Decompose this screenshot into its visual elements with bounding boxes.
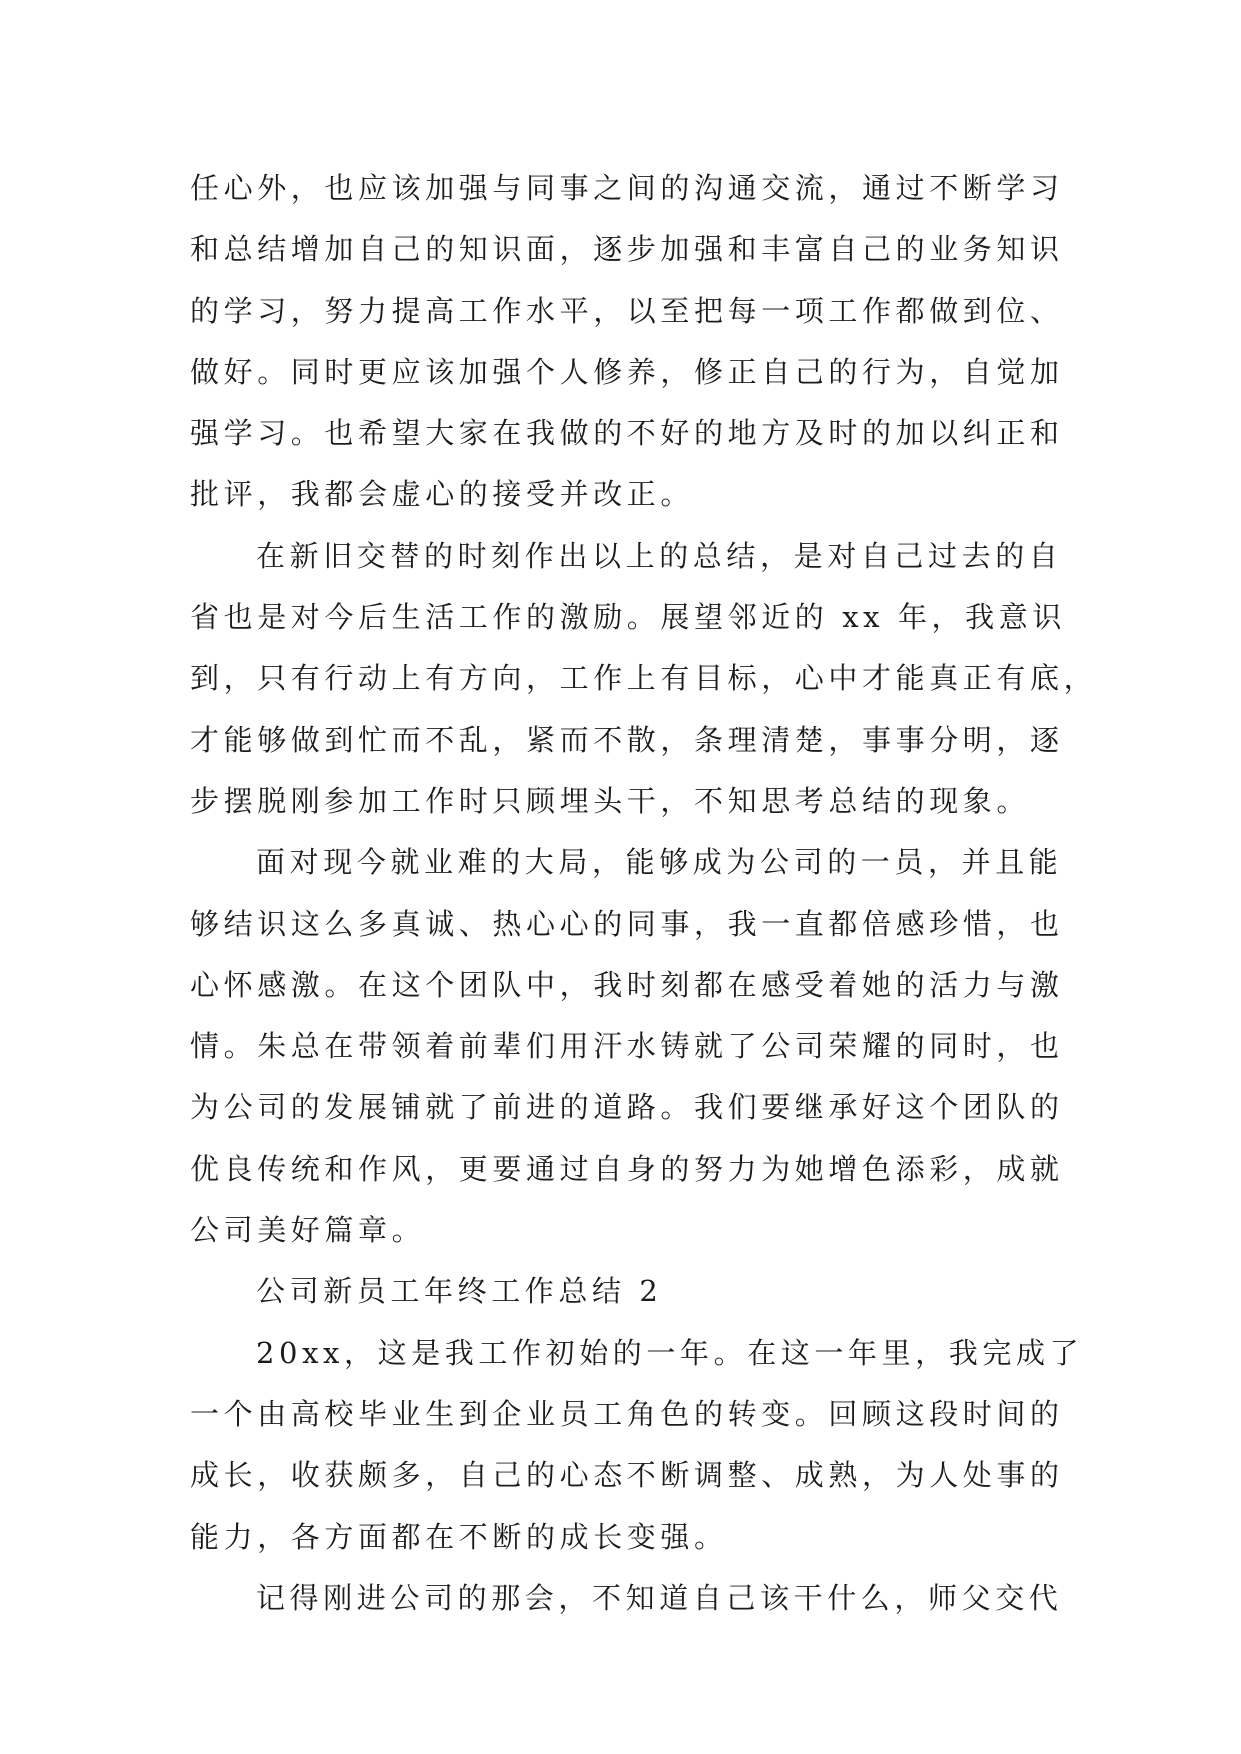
- paragraph-first-line: 记得刚进公司的那会，不知道自己该干什么，师父交代: [256, 1580, 1063, 1615]
- text-line: 优良传统和作风，更要通过自身的努力为她增色添彩，成就: [190, 1151, 1064, 1186]
- text-line: 公司美好篇章。: [190, 1213, 426, 1248]
- text-line: 心怀感激。在这个团队中，我时刻都在感受着她的活力与激: [190, 967, 1064, 1002]
- text-line: 强学习。也希望大家在我做的不好的地方及时的加以纠正和: [190, 416, 1064, 451]
- paragraph-first-line: 20xx，这是我工作初始的一年。在这一年里，我完成了: [256, 1335, 1084, 1370]
- text-line: 为公司的发展铺就了前进的道路。我们要继承好这个团队的: [190, 1090, 1064, 1125]
- section-heading: 公司新员工年终工作总结 2: [256, 1274, 663, 1309]
- text-line: 省也是对今后生活工作的激励。展望邻近的 xx 年，我意识: [190, 600, 1066, 635]
- paragraph-first-line: 面对现今就业难的大局，能够成为公司的一员，并且能: [256, 845, 1063, 880]
- text-line: 和总结增加自己的知识面，逐步加强和丰富自己的业务知识: [190, 232, 1064, 267]
- text-line: 到，只有行动上有方向，工作上有目标，心中才能真正有底，: [190, 661, 1098, 696]
- text-line: 能力，各方面都在不断的成长变强。: [190, 1519, 728, 1554]
- text-line: 步摆脱刚参加工作时只顾埋头干，不知思考总结的现象。: [190, 783, 1031, 818]
- text-line: 做好。同时更应该加强个人修养，修正自己的行为，自觉加: [190, 354, 1064, 389]
- text-line: 的学习，努力提高工作水平，以至把每一项工作都做到位、: [190, 293, 1064, 328]
- text-line: 成长，收获颇多，自己的心态不断调整、成熟，为人处事的: [190, 1458, 1064, 1493]
- text-line: 任心外，也应该加强与同事之间的沟通交流，通过不断学习: [190, 171, 1064, 205]
- text-line: 够结识这么多真诚、热心心的同事，我一直都倍感珍惜，也: [190, 906, 1064, 941]
- document-body: [190, 158, 1098, 1629]
- text-line: 一个由高校毕业生到企业员工角色的转变。回顾这段时间的: [190, 1396, 1064, 1431]
- text-line: 批评，我都会虚心的接受并改正。: [190, 477, 695, 512]
- text-line: 才能够做到忙而不乱，紧而不散，条理清楚，事事分明，逐: [190, 722, 1064, 757]
- paragraph-first-line: 在新旧交替的时刻作出以上的总结，是对自己过去的自: [256, 538, 1063, 573]
- text-line: 情。朱总在带领着前辈们用汗水铸就了公司荣耀的同时，也: [190, 1029, 1064, 1064]
